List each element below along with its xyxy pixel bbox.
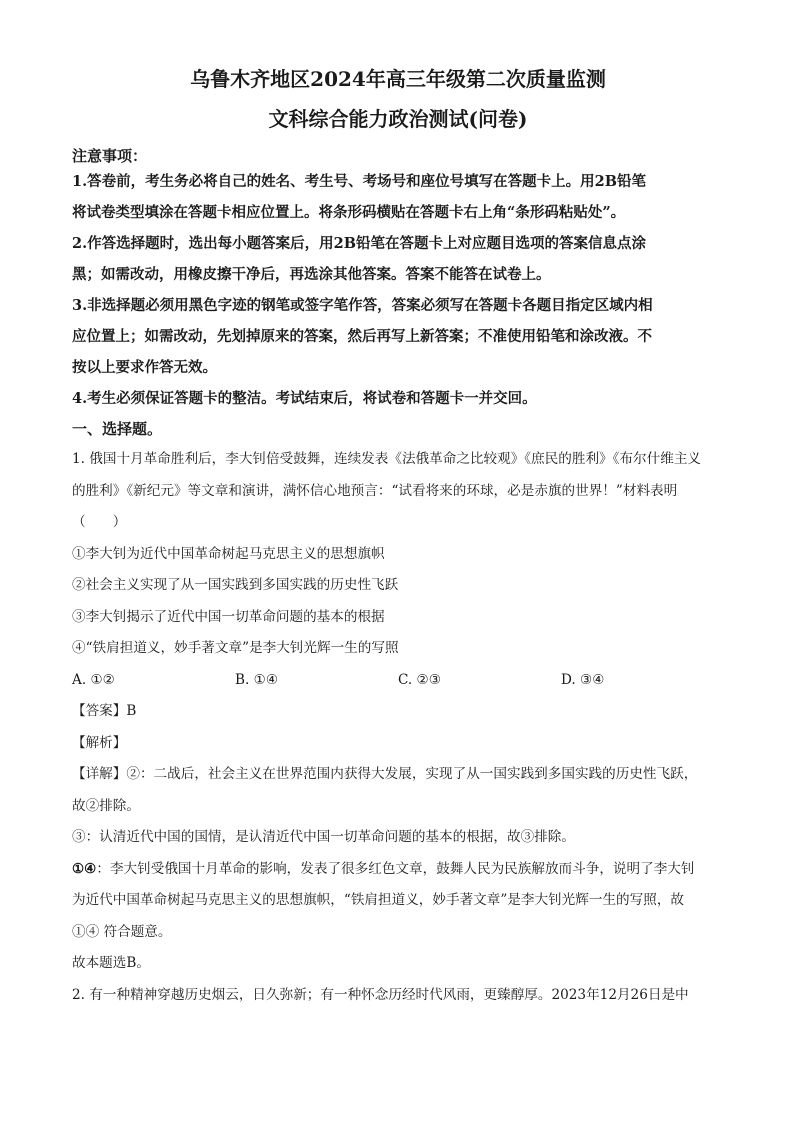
analysis-text: ：李大钊受俄国十月革命的影响，发表了很多红色文章，鼓舞人民为民族解放而斗争，说明了李大钊 <box>96 860 695 877</box>
notice-line: 4.考生必须保证答题卡的整洁。考试结束后，将试卷和答题卡一并交回。 <box>72 390 537 407</box>
option-c: C. ②③ <box>398 671 441 688</box>
notice-line: 按以上要求作答无效。 <box>72 359 217 376</box>
notice-line: 2.作答选择题时，选出每小题答案后，用2B铅笔在答题卡上对应题目选项的答案信息点涂 <box>72 235 646 252</box>
question-1 <box>72 444 724 759</box>
question-2 <box>72 980 724 1012</box>
statement-1: ①李大钊为近代中国革命树起马克思主义的思想旗帜 <box>72 545 385 562</box>
notice-line: 应位置上；如需改动，先划掉原来的答案，然后再写上新答案；不准使用铅笔和涂改液。不 <box>72 328 652 345</box>
section-heading: 一、选择题。 <box>72 420 163 438</box>
notice-line: 将试卷类型填涂在答题卡相应位置上。将条形码横贴在答题卡右上角“条形码粘贴处”。 <box>72 204 626 221</box>
notice-line: 3.非选择题必须用黑色字迹的钢笔或签字笔作答，答案必须写在答题卡各题目指定区域内相 <box>72 297 653 314</box>
question-stem: 的胜利》《新纪元》等文章和演讲，满怀信心地预言：“试看将来的环球，必是赤旗的世界！”材料表明 <box>72 482 678 499</box>
question-stem: 2. 有一种精神穿越历史烟云，日久弥新；有一种怀念历经时代风雨，更臻醇厚。2023年12月26日是中 <box>72 986 689 1003</box>
option-a: A. ①② <box>72 671 115 688</box>
analysis-conclusion: 故本题选B。 <box>72 955 150 971</box>
analysis-line <box>72 854 724 886</box>
question-blank: （ ） <box>72 514 127 530</box>
exam-title: 乌鲁木齐地区2024年高三年级第二次质量监测 <box>190 67 606 91</box>
option-d: D. ③④ <box>561 671 605 688</box>
analysis-section <box>72 759 724 980</box>
notice-line: 黑；如需改动，用橡皮擦干净后，再选涂其他答案。答案不能答在试卷上。 <box>72 266 551 283</box>
analysis-line: ③：认清近代中国的国情，是认清近代中国一切革命问题的基本的根据，故③排除。 <box>72 829 575 845</box>
analysis-line: 为近代中国革命树起马克思主义的思想旗帜，“铁肩担道义，妙手著文章”是李大钊光辉一生的写照，故 <box>72 892 685 908</box>
analysis-tag: 【解析】 <box>72 734 127 751</box>
analysis-line: 故②排除。 <box>72 797 140 814</box>
statement-2: ②社会主义实现了从一国实践到多国实践的历史性飞跃 <box>72 577 399 593</box>
exam-page <box>72 66 724 1011</box>
analysis-line: ①④ 符合题意。 <box>72 923 172 940</box>
statement-4: ④“铁肩担道义，妙手著文章”是李大钊光辉一生的写照 <box>72 640 399 656</box>
answer-tag: 【答案】B <box>72 703 137 719</box>
notice-line: 1.答卷前，考生务必将自己的姓名、考生号、考场号和座位号填写在答题卡上。用2B铅笔 <box>72 173 646 190</box>
answer-options <box>72 665 724 697</box>
statement-3: ③李大钊揭示了近代中国一切革命问题的基本的根据 <box>72 608 385 625</box>
notice-heading: 注意事项： <box>72 147 148 165</box>
analysis-line: 【详解】②：二战后，社会主义在世界范围内获得大发展，实现了从一国实践到多国实践的历史性飞跃， <box>72 766 698 782</box>
option-b: B. ①④ <box>235 671 279 688</box>
exam-subtitle: 文科综合能力政治测试(问卷) <box>268 107 528 131</box>
notice-section <box>72 146 724 414</box>
question-stem: 1. 俄国十月革命胜利后，李大钊倍受鼓舞，连续发表《法俄革命之比较观》《庶民的胜利》《布尔什维主义 <box>72 451 701 467</box>
analysis-bold-prefix: ①④ <box>72 860 97 877</box>
